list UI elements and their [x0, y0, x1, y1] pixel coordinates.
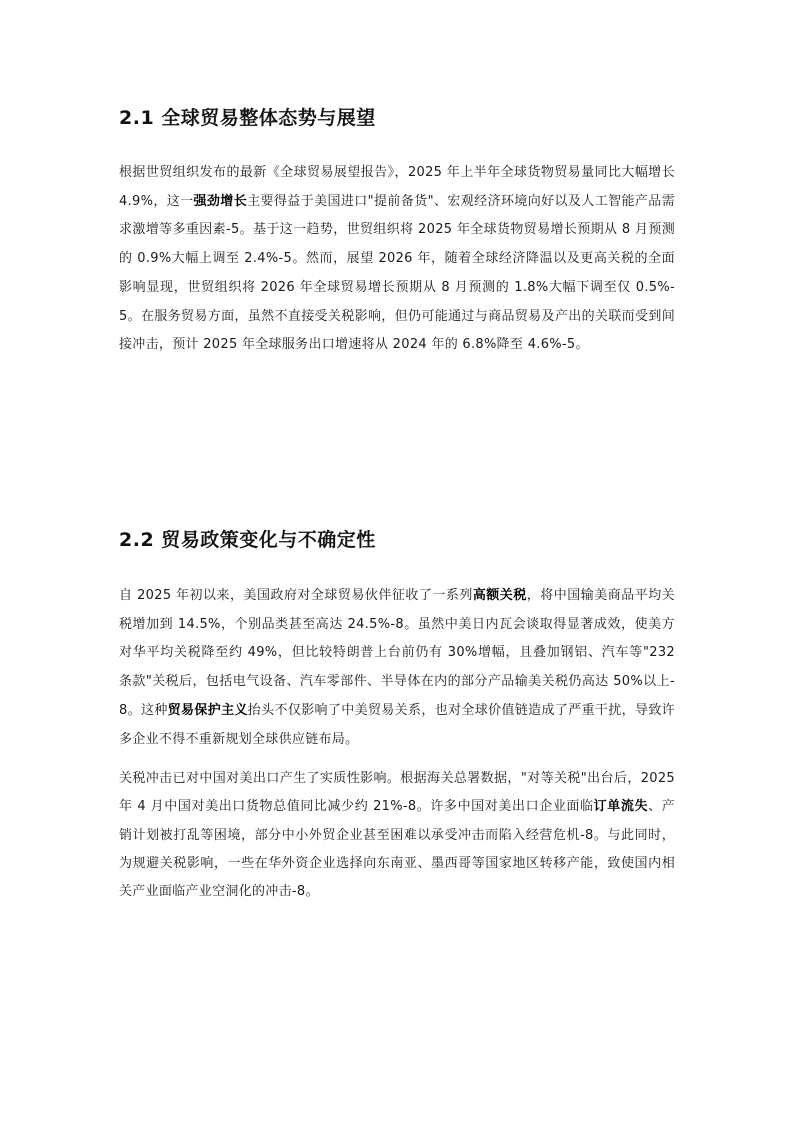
- section-paragraph: [119, 582, 675, 754]
- paragraph-text: ，将中国输美商品平均关税增加到 14.5%，个别品类甚至高达 24.5%-8。虽然中美日内瓦会谈取得显著成效，使美方对华平均关税降至约 49%，但比较特朗普上台前仍有 30%增幅，且叠加钢铝、汽车等"232 条款"关税后，包括电气设备、汽车零部件、半导体在内的部分产品输美关税仍高达 50%以上-8。这种: [119, 588, 675, 718]
- paragraph-text: 主要得益于美国进口"提前备货"、宏观经济环境向好以及人工智能产品需求激增等多重因素-5。基于这一趋势，世贸组织将 2025 年全球货物贸易增长预期从 8 月预测的 0.9%大幅上调至 2.4%-5。然而，展望 2026 年，随着全球经济降温以及更高关税的全面影响显现，世贸组织将 2026 年全球贸易增长预期从 8 月预测的 1.8%大幅下调至仅 0.5%-5。在服务贸易方面，虽然不直接受关税影响，但仍可能通过与商品贸易及产出的关联而受到间接冲击，预计 2025 年全球服务出口增速将从 2024 年的 6.8%降至 4.6%-5。: [119, 193, 676, 353]
- section-global-trade-outlook: [119, 103, 675, 360]
- emphasis-text: 订单流失: [593, 799, 649, 815]
- section-heading: 2.1 全球贸易整体态势与展望: [119, 107, 376, 129]
- section-trade-policy-uncertainty: [119, 525, 675, 906]
- paragraph-text: 关税冲击已对中国对美出口产生了实质性影响。根据海关总署数据，"对等关税"出台后，2025 年 4 月中国对美出口货物总值同比减少约 21%-8。许多中国对美出口企业面临: [119, 771, 675, 815]
- section-heading: 2.2 贸易政策变化与不确定性: [119, 529, 376, 551]
- paragraph-text: 自 2025 年初以来，美国政府对全球贸易伙伴征收了一系列: [119, 588, 473, 603]
- section-paragraph: [119, 765, 675, 906]
- emphasis-text: 高额关税: [472, 588, 527, 603]
- emphasis-text: 贸易保护主义: [167, 702, 248, 718]
- paragraph-text: 、产销计划被打乱等困境，部分中小外贸企业甚至困难以承受冲击而陷入经营危机-8。与此同时，为规避关税影响，一些在华外资企业选择向东南亚、墨西哥等国家地区转移产能，致使国内相关产业面临产业空洞化的冲击-8。: [119, 799, 676, 900]
- section-paragraph: [119, 159, 675, 360]
- emphasis-text: 强劲增长: [193, 193, 248, 209]
- paragraph-text: 抬头不仅影响了中美贸易关系，也对全球价值链造成了严重干扰，导致许多企业不得不重新规划全球供应链布局。: [119, 702, 675, 747]
- paragraph-text: 根据世贸组织发布的最新《全球贸易展望报告》，2025 年上半年全球货物贸易量同比大幅增长 4.9%，这一: [119, 165, 675, 209]
